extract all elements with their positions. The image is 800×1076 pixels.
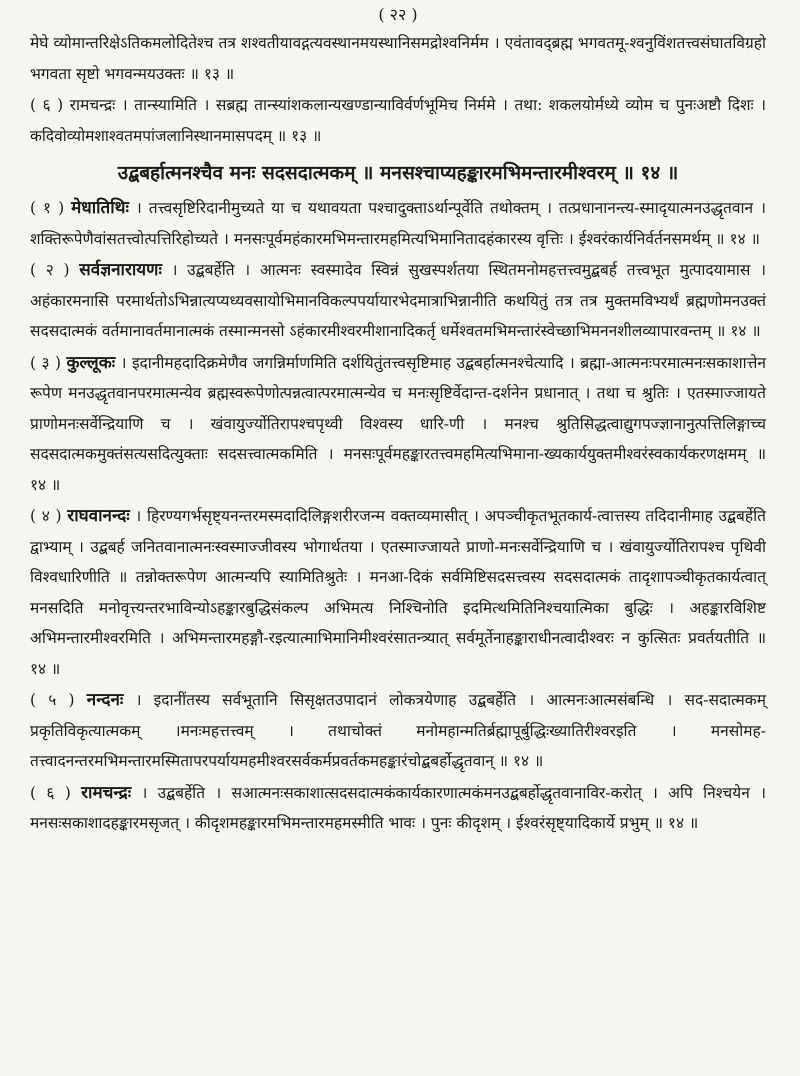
commentary-body: । तत्त्वसृष्टिरिदानीमुच्यते या च यथावयता पश्चादुक्ताऽर्थान्पूर्वेति तथोक्तम् । तत्प्रधानानन्त्य-स्मादृयात्मनउद्धृतवान । शक्तिरूपेणैवांसतत्त्वोत्पत्तिरिहोच्यते । मनसःपूर्वमहंकारमभिमन्तारमहमित्यभिमानितादहंकारस्य वृत्तिः । ईश्वरंकार्यनिर्वर्तनसमर्थम् ॥ १४ ॥ xyxy=(30,199,766,248)
commentary-number: ( २ ) xyxy=(30,261,70,279)
page-number: ( २२ ) xyxy=(378,5,418,24)
commentary-body: । इदानीमहदादिक्रमेणैव जगन्निर्माणमिति दर्शयितुंतत्त्वसृष्टिमाह उद्बबर्हात्मनश्चेत्यादि । ब्रह्मा-आत्मनःपरमात्मनःसकाशात्तेन रूपेण मनउद्धृतवानपरमात्मन्येव ब्रह्मस्वरूपेणोत्पन्नत्वात्परमात्मन्येव च मनःसृष्टिर्वेदान्त-दर्शनेन प्रधानात् । तथा च श्रुतिः । एतस्माज्जायते प्राणोमनःसर्वेन्द्रियाणि च । खंवायुर्ज्योतिरापश्चपृथ्वी विश्वस्य धारि-णी । मनश्च श्रुतिसिद्धत्वाद्युगपज्ज्ञानानुत्पत्तिलिङ्गाच्च सदसदात्मकमुक्तंसत्यसदित्युक्ताः सदसत्त्वात्मकमिति । मनसःपूर्वमहङ्कारतत्त्वमहमित्यभिमाना-ख्यकार्ययुक्तमीश्वरंस्वकार्यकरणक्षमम् ॥ १४ ॥ xyxy=(30,353,766,494)
commentary-body: । इदानींतस्य सर्वभूतानि सिसृक्षतउपादानं लोकत्रयेणाह उद्बबर्हेति । आत्मनःआत्मसंबन्धि । सद-सदात्मकम् प्रकृतिविकृत्यात्मकम् ।मनःमहत्तत्त्वम् । तथाचोक्तं मनोमहान्मतिर्ब्रह्मापूर्बुद्धिःख्यातिरीश्वरइति । मनसोमह-तत्त्वादनन्तरमभिमन्तारमस्मितापरपर्यायमहमीश्वरसर्वकर्मप्रवर्तकमहङ्कारंचोद्बबर्होद्धृतवान् ॥ १४ ॥ xyxy=(30,691,766,770)
commentary-number: ( ३ ) xyxy=(30,353,62,372)
commentary-body: । उद्बबर्हेति । सआत्मनःसकाशात्सदसदात्मकंकार्यकारणात्मकंमनउद्बबर्होद्धृतवानाविर-करोत् । अपि निश्चयेन । मनसःसकाशादहङ्कारमसृजत् । कीदृशमहङ्कारमभिमन्तारमहमस्मीति भावः । पुनः कीदृशम् । ईश्वरंसृष्ट्यादिकार्ये प्रभुम् ॥ १४ ॥ xyxy=(30,783,766,832)
commentator-name: राघवानन्दः xyxy=(67,506,130,526)
commentary-number: ( ५ ) xyxy=(30,691,75,709)
commentary-number: ( ६ ) xyxy=(30,783,71,802)
commentary-kulluka xyxy=(30,348,766,501)
commentator-name: मेधातिथिः xyxy=(71,198,129,218)
commentary-body: । हिरण्यगर्भसृष्ट्यनन्तरमस्मदादिलिङ्गशरीरजन्म वक्तव्यमासीत् । अपञ्चीकृतभूतकार्य-त्वात्तस्य तदिदानीमाह उद्बबर्हेति द्वाभ्याम् । उद्बबर्ह जनितवानात्मनःस्वस्माज्जीवस्य भोगार्थतया । एतस्माज्जायते प्राणो-मनःसर्वेन्द्रियाणि च । खंवायुर्ज्योतिरापश्च पृथिवी विश्वधारिणीति ॥ तन्नोक्तरूपेण आत्मन्यपि स्यामितिश्रुतेः । मनआ-दिकं सर्वमिष्टिसदसत्त्वस्य सदसदात्मकं तादृशापञ्चीकृतकार्यत्वात् मनसदिति मनोवृत्त्यन्तरभाविन्योऽहङ्कारबुद्धिसंकल्प अभिमत्य निश्चिनोति इदमित्थमितिनिश्चयात्मिका बुद्धिः । अहङ्कारविशिष्ट अभिमन्तारमीश्वरमिति । अभिमन्तारमहङ्गौ-रइत्यात्माभिमानिमीश्वरंसातन्त्र्यात् सर्वमूर्तेनाहङ्काराधीनत्वादीश्वरः न कुत्सितः प्रवर्तयतीति ॥ १४ ॥ xyxy=(30,507,766,678)
commentator-name: कुल्लूकः xyxy=(66,352,116,373)
commentator-name: रामचन्द्रः xyxy=(81,782,132,803)
commentary-number: ( ४ ) xyxy=(30,507,62,525)
commentary-number: ( १ ) xyxy=(30,199,65,217)
commentary-ramachandra xyxy=(30,778,766,839)
commentary-raghavananda xyxy=(30,501,766,684)
verse-heading: उद्बबर्हात्मनश्चैव मनः सदसदात्मकम् ॥ मनसश्चाप्यहङ्कारमभिमन्तारमीश्वरम् ॥ १४ ॥ xyxy=(117,162,679,184)
commentary-medhatithi xyxy=(30,193,766,254)
intro-text: मेघे व्योमान्तरिक्षेऽतिकमलोदितेश्च तत्र शश्वतीयावद्गत्यवस्थानमयस्थानिसमद्रोश्वनिर्मम । एवंतावद्ब्रह्म भगवतमू-श्वनुविंशतत्त्वसंघातविग्रहो भगवता सृष्टो भगवन्मयउक्तः ॥ १३ ॥ xyxy=(30,34,766,83)
commentary-ramachandra-prev: ( ६ ) रामचन्द्रः । तान्स्यामिति । सब्रह्म तान्स्यांशकलान्यखण्डान्याविर्वर्णभूमिच निर्ममे । तथा: शकलयोर्मध्ये व्योम च पुनःअष्टौ दिशः । कदिवोव्योमशाश्वतमपांजलानिस्थानमासपदम् ॥ १३ ॥ xyxy=(30,96,766,145)
commentary-body: । उद्बबर्हेति । आत्मनः स्वस्मादेव स्विन्नं सुखस्पर्शतया स्थितमनोमहत्तत्त्वमुद्बबर्ह तत्त्वभूत मुत्पादयामास । अहंकारमनासि परमार्थतोऽभिन्नात्यप्यध्यवसायोभिमानविकल्पपर्यायारभेदमात्राभिन्नानीति कथयितुं तत्र तत्र मुक्तमविभ्यर्थं ब्रह्मणोमनउक्तं सदसदात्मकं वर्तमानावर्तमानात्मकं तस्मान्मनसो ऽहंकारमीश्वरमीशानादिकर्तृ धर्मेश्वतमभिमन्तारंस्वेच्छाभिमननशीलव्यापारवन्तम् ॥ १४ ॥ xyxy=(30,261,766,340)
commentary-sarvajna-narayana xyxy=(30,255,766,347)
commentator-name: सर्वज्ञनारायणः xyxy=(79,260,162,280)
commentator-name: नन्दनः xyxy=(86,690,124,710)
commentary-nandana xyxy=(30,685,766,777)
